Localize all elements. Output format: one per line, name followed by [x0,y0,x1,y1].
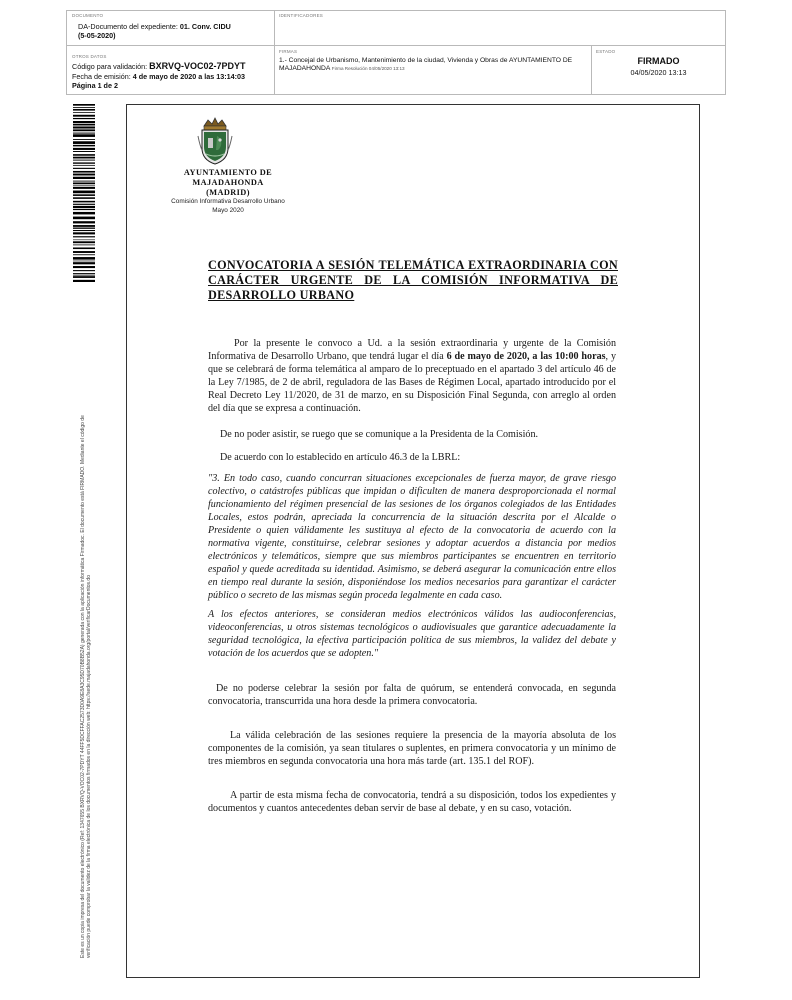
org-name-line-2: MAJADAHONDA [192,178,264,187]
coat-of-arms-logo [196,116,234,166]
verification-line-2: verificación puede comprobar la validez de la firma electrónica de los documentos firmados en la dirección web: https://sede.majadahonda.org/portal/verificarDocumentos.do [86,575,93,958]
firma-entity: MAJADAHONDA [279,65,330,72]
firma-line-1: 1.- Concejal de Urbanismo, Mantenimiento de la ciudad, Vivienda y Obras de AYUNTAMIENTO DE [279,57,573,64]
estado-value: FIRMADO [637,56,680,66]
documento-text: DA-Documento del expediente: [78,22,180,31]
paragraph-quorum: De no poderse celebrar la sesión por falta de quórum, se entenderá convocada, en segunda convocatoria, transcurrida una hora desde la primera convocatoria. [208,683,616,707]
p1-text-a: Por la presente le convoco a Ud. a la sesión extraordinaria y urgente de la Comisión Informativa de Desarrollo Urbano, que tendrá lugar el día [208,338,616,362]
document-title: CONVOCATORIA A SESIÓN TELEMÁTICA EXTRAORDINARIA CON CARÁCTER URGENTE DE LA COMISIÓN INFORMATIVA DE DESARROLLO URBANO [208,258,618,302]
documento-caption: DOCUMENTO [72,13,104,18]
org-committee: Comisión Informativa Desarrollo Urbano [171,198,285,205]
codigo-label: Código para validación: [72,62,150,71]
paragraph-mayoria: La válida celebración de las sesiones requiere la presencia de la mayoría absoluta de los componentes de la comisión, ya sean titulares o suplentes, en primera convocatoria y un mínimo de tres miembros en segunda convocatoria una hora más tarde (art. 135.1 del ROF). [208,730,616,767]
fecha-label: Fecha de emisión: [72,72,133,81]
firmas-caption: FIRMAS [279,49,298,54]
documento-line [78,22,231,31]
codigo-value: BXRVQ-VOC02-7PDYT [149,61,246,71]
p1-text-c: , y que se celebrará de forma telemática al amparo de lo preceptuado en el apartado 3 del artículo 46 de la Ley 7/1985, de 2 de abril, reguladora de las Bases de Régimen Local, apartado introducido por el Real Decreto Ley 11/2020, de 31 de marzo, en su Disposición Final Segunda, con arreglo al orden del día que se expresa a continuación. [208,351,616,414]
estado-date: 04/05/2020 13:13 [630,68,687,77]
pagina-indicator: Página 1 de 2 [72,81,118,90]
fecha-value: 4 de mayo de 2020 a las 13:14:03 [132,72,246,81]
org-name-line-1: AYUNTAMIENTO DE [183,168,273,177]
documento-name: 01. Conv. CIDU [179,22,231,31]
quote-paragraph-1: "3. En todo caso, cuando concurran situaciones excepcionales de fuerza mayor, de grave riesgo colectivo, o catástrofes públicas que impidan o dificulten de manera desproporcionada el normal funcionamiento del régimen presencial de las sesiones de los órganos colegiados de las Entidades Locales, estos podrán, apreciada la concurrencia de la situación descrita por el Alcalde o Presidente o quien válidamente les sustituya al efecto de la convocatoria de acuerdo con la normativa vigente, constituirse, celebrar sesiones y adoptar acuerdos a distancia por medios electrónicos y telemáticos, siempre que sus miembros participantes se encuentren en territorio español y quede acreditada su identidad. Asimismo, se deberá asegurar la comunicación entre ellos en tiempo real durante la sesión, disponiéndose los medios necesarios para garantizar el carácter público o secreto de las mismas según proceda legalmente en cada caso. [208,473,616,601]
header-box-identificadores [274,10,726,46]
firma-resolution: Firma Resolución 04/05/2020 13:13 [331,66,405,71]
documento-date: (5-05-2020) [78,31,116,40]
org-date: Mayo 2020 [212,207,244,214]
codigo-validacion [72,62,245,71]
otros-datos-caption: OTROS DATOS [72,54,107,59]
verification-side-text [80,298,93,958]
org-name-line-3: (MADRID) [206,188,250,197]
quote-paragraph-2: A los efectos anteriores, se consideran medios electrónicos válidos las audioconferencias, videoconferencias, u otros sistemas tecnológicos o audiovisuales que garantice adecuadamente la seguridad tecnológica, la efectiva participación política de sus miembros, la validez del debate y votación de los acuerdos que se adopten." [208,609,616,659]
paragraph-lbrl-intro: De acuerdo con lo establecido en artículo 46.3 de la LBRL: [220,452,461,463]
paragraph-expedientes: A partir de esta misma fecha de convocatoria, tendrá a su disposición, todos los expedientes y documentos y cuantos antecedentes deban servir de base al debate, y en su caso, votación. [208,790,616,814]
paragraph-no-asistir: De no poder asistir, se ruego que se comunique a la Presidenta de la Comisión. [220,429,539,440]
verification-line-1: Este es un copia impresa del documento electrónico (Ref: 1347655 BXRVQ-VOC02-7PDYT 44FF5DCFFAC2573D0A9E8A3C95D70B8B52A) generada con la aplicación informática Firmadoc. El documento está FIRMADO. Mediante el código de [80,415,86,958]
fecha-emision [72,72,245,81]
paragraph-convocatoria [208,337,616,415]
firma-line-2 [279,64,405,73]
p1-date-time: 6 de mayo de 2020, a las 10:00 horas [446,351,606,362]
estado-caption: ESTADO [596,49,616,54]
identificadores-caption: IDENTIFICADORES [279,13,324,18]
barcode-image [73,104,95,282]
